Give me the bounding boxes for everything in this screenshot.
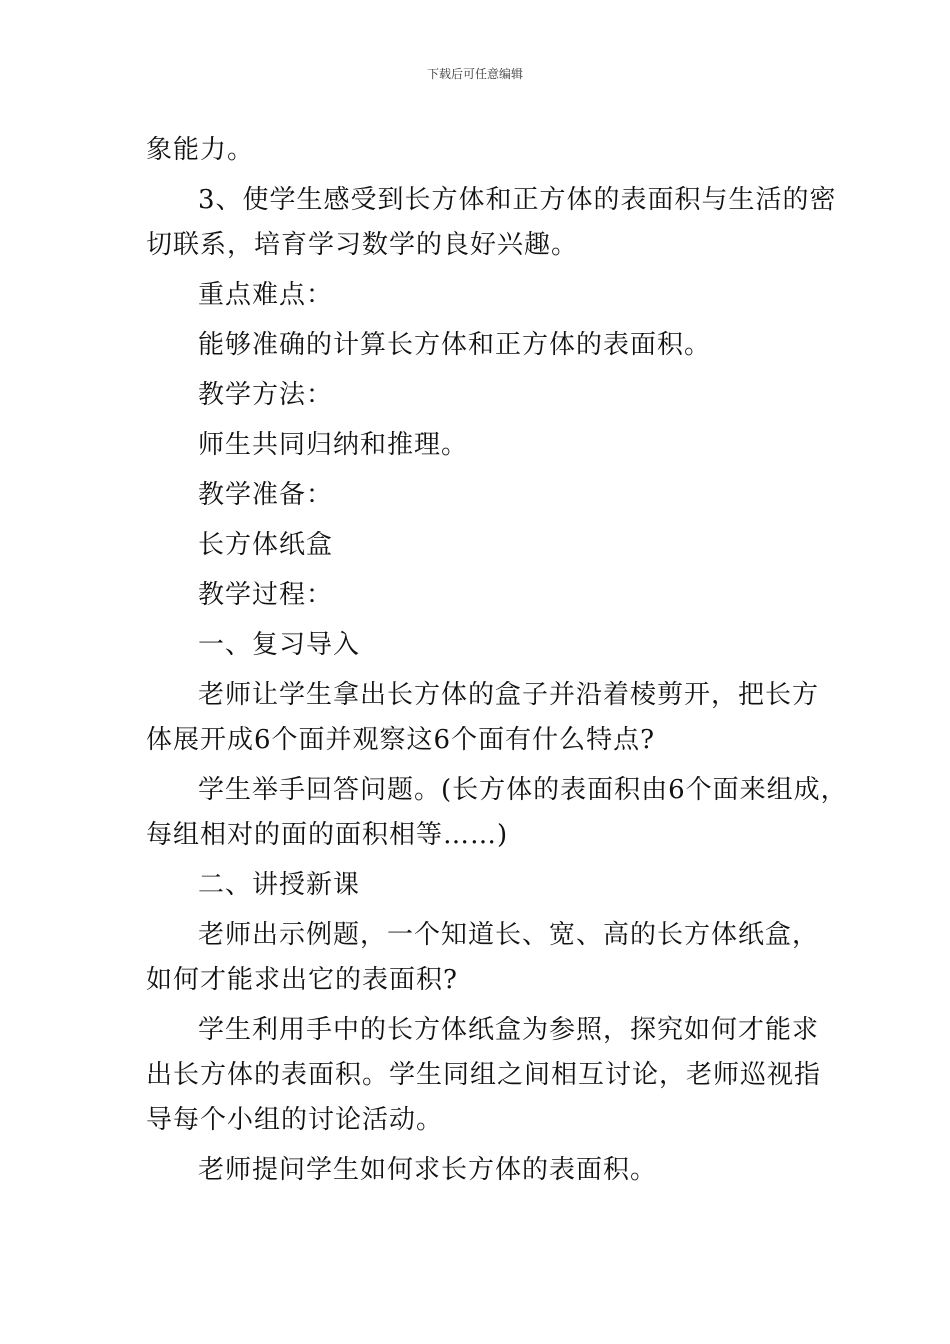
paragraph-line: 教学方法： bbox=[198, 380, 334, 410]
paragraph-line: 老师让学生拿出长方体的盒子并沿着棱剪开，把长方 bbox=[198, 680, 820, 710]
paragraph-14 bbox=[146, 913, 820, 1003]
paragraph-7 bbox=[146, 473, 816, 518]
paragraph-line: 每组相对的面的面积相等……) bbox=[146, 820, 509, 850]
paragraph-line: 体展开成6个面并观察这6个面有什么特点? bbox=[146, 725, 656, 755]
paragraph-4 bbox=[146, 323, 816, 368]
paragraph-16 bbox=[146, 1148, 816, 1193]
paragraph-line: 能够准确的计算长方体和正方体的表面积。 bbox=[198, 330, 712, 360]
paragraph-6 bbox=[146, 423, 816, 468]
paragraph-line: 老师出示例题，一个知道长、宽、高的长方体纸盒， bbox=[198, 920, 820, 950]
paragraph-2 bbox=[146, 178, 837, 268]
paragraph-3 bbox=[146, 273, 816, 318]
paragraph-line: 象能力。 bbox=[146, 135, 255, 165]
paragraph-8 bbox=[146, 523, 816, 568]
paragraph-9 bbox=[146, 573, 816, 618]
paragraph-line: 3、使学生感受到长方体和正方体的表面积与生活的密 bbox=[198, 185, 837, 215]
page-header: 下载后可任意编辑 bbox=[426, 67, 523, 81]
paragraph-line: 教学准备： bbox=[198, 480, 334, 510]
paragraph-line: 二、讲授新课 bbox=[198, 870, 361, 900]
paragraph-line: 师生共同归纳和推理。 bbox=[198, 430, 469, 460]
paragraph-line: 学生举手回答问题。(长方体的表面积由6个面来组成， bbox=[198, 775, 848, 805]
paragraph-11 bbox=[146, 673, 820, 763]
paragraph-line: 一、复习导入 bbox=[198, 630, 361, 660]
paragraph-line: 导每个小组的讨论活动。 bbox=[146, 1105, 444, 1135]
paragraph-line: 长方体纸盒 bbox=[198, 530, 334, 560]
paragraph-1 bbox=[146, 128, 816, 173]
paragraph-13 bbox=[146, 863, 816, 908]
paragraph-line: 重点难点： bbox=[198, 280, 334, 310]
paragraph-line: 出长方体的表面积。学生同组之间相互讨论，老师巡视指 bbox=[146, 1060, 822, 1090]
document-body bbox=[146, 128, 848, 1193]
paragraph-line: 学生利用手中的长方体纸盒为参照，探究如何才能求 bbox=[198, 1015, 820, 1045]
paragraph-line: 如何才能求出它的表面积? bbox=[146, 965, 458, 995]
paragraph-5 bbox=[146, 373, 816, 418]
paragraph-10 bbox=[146, 623, 816, 668]
paragraph-15 bbox=[146, 1008, 822, 1143]
paragraph-line: 教学过程： bbox=[198, 580, 334, 610]
paragraph-line: 老师提问学生如何求长方体的表面积。 bbox=[198, 1155, 658, 1185]
paragraph-12 bbox=[146, 768, 848, 858]
paragraph-line: 切联系，培育学习数学的良好兴趣。 bbox=[146, 230, 579, 260]
